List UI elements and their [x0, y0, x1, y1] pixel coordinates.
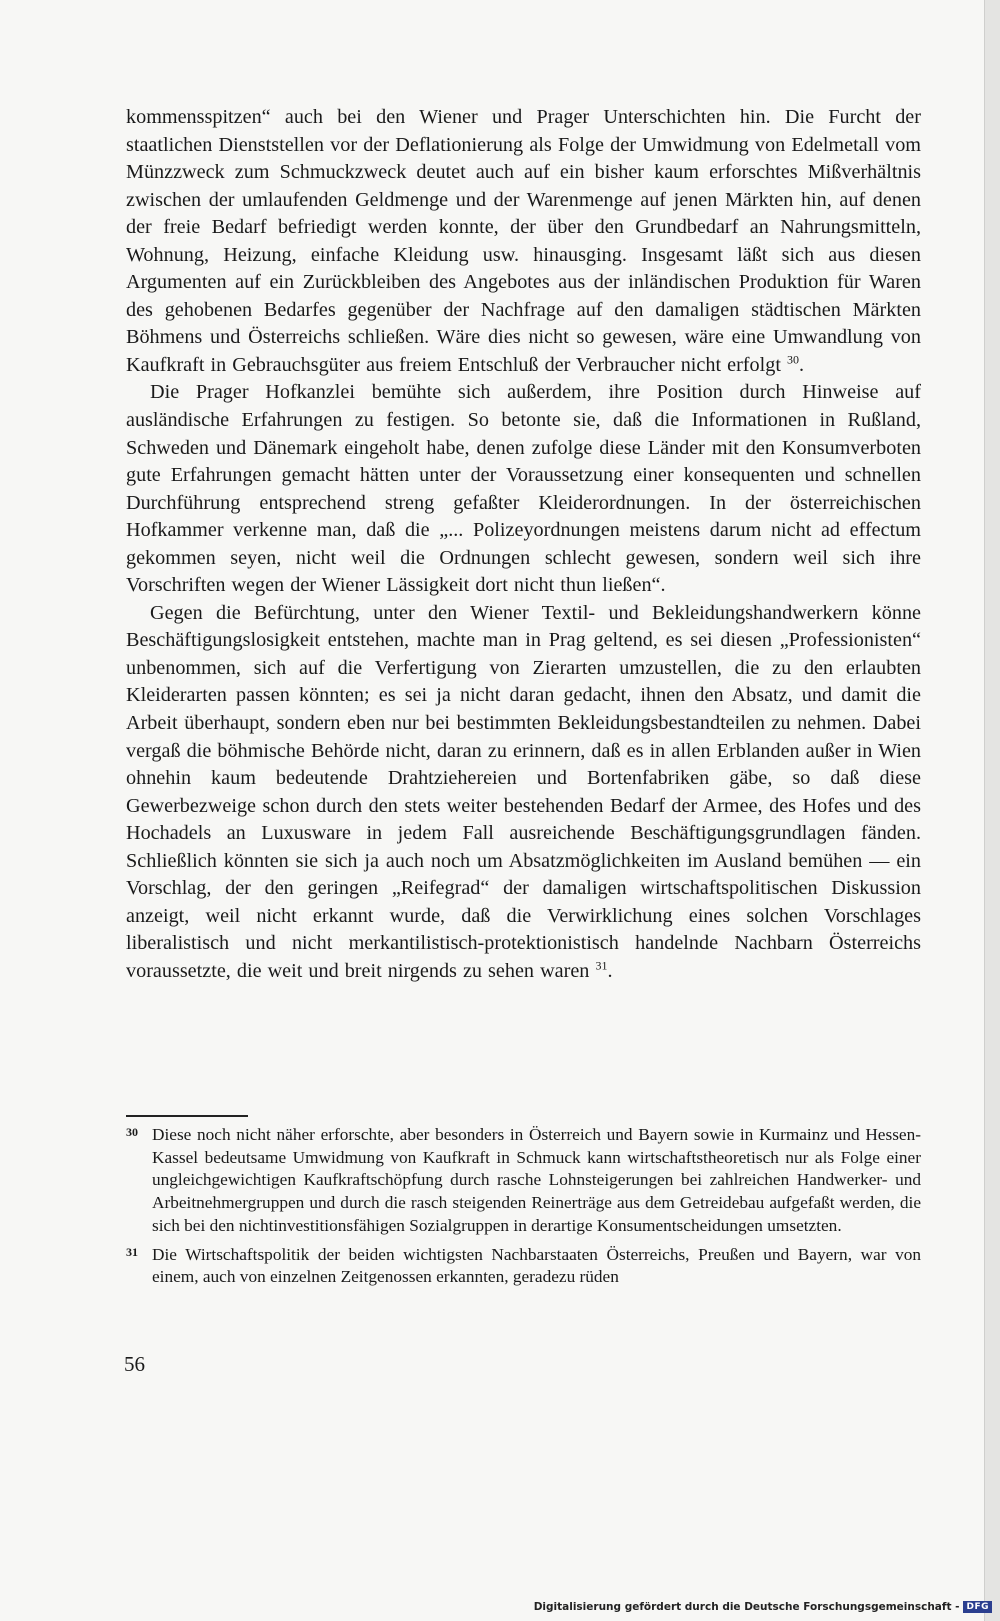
paragraph-2: Die Prager Hofkanzlei bemühte sich außerdem, ihre Position durch Hinweise auf ausländische Erfahrungen zu festigen. So betonte sie, daß die Informationen in Rußland, Schweden und Dänemark eingeholt habe, denen zufolge diese Länder mit den Konsumverboten gute Erfahrungen gemacht hätten unter der Voraussetzung einer konsequenten und schnellen Durchführung entsprechend streng gefaßter Kleiderordnungen. In der österreichischen Hofkammer verkenne man, daß die „... Polizeyordnungen meistens darum nicht ad effectum gekommen seyen, nicht weil die Ordnungen schlecht gewesen, sondern weil sich ihre Vorschriften wegen der Wiener Lässigkeit dort nicht thun ließen“. [126, 381, 921, 597]
footnote-text: Diese noch nicht näher erforschte, aber besonders in Österreich und Bayern sowie in Kurmainz und Hessen-Kassel bedeutsame Umwidmung von Kaufkraft in Schmuck kann wirtschaftstheoretisch nur als Folge einer ungleichgewichtigen Kaufkraftschöpfung durch rasche Lohnsteigerungen bei zahlreichen Handwerker- und Arbeitnehmergruppen und durch die rasch steigenden Reinerträge aus dem Getreidebau aufgefaßt werden, die sich bei den nichtinvestitionsfähigen Sozialgruppen in derartige Konsumentscheidungen umsetzten. [152, 1125, 921, 1235]
footnote-31 [126, 1244, 921, 1289]
digitization-credit [534, 1601, 992, 1613]
footnotes [126, 1124, 921, 1295]
footnote-text: Die Wirtschaftspolitik der beiden wichtigsten Nachbarstaaten Österreichs, Preußen und Bayern, war von einem, auch von einzelnen Zeitgenossen erkannten, geradezu rüden [152, 1244, 921, 1287]
body-text [126, 104, 921, 986]
footnote-number: 30 [126, 1125, 138, 1139]
page-number: 56 [124, 1352, 145, 1376]
footnote-ref-31: 31 [595, 958, 608, 973]
paragraph-3: Gegen die Befürchtung, unter den Wiener Textil- und Bekleidungshandwerkern könne Beschäftigungslosigkeit entstehen, machte man in Prag geltend, es sei diesen „Professionisten“ unbenommen, sich auf die Verfertigung von Zierarten umzustellen, die zu den erlaubten Kleiderarten passen könnten; es sei ja nicht daran gedacht, ihnen den Absatz, und damit die Arbeit überhaupt, sondern eben nur bei bestimmten Bekleidungsbestandteilen zu nehmen. Dabei vergaß die böhmische Behörde nicht, daran zu erinnern, daß es in allen Erblanden außer in Wien ohnehin kaum bedeutende Drahtziehereien und Bortenfabriken gäbe, so daß diese Gewerbezweige schon durch den stets weiter bestehenden Bedarf der Armee, des Hofes und des Hochadels an Luxusware in jedem Fall ausreichende Beschäftigungsgrundlagen fänden. Schließlich könnten sie sich ja auch noch um Absatzmöglichkeiten im Ausland bemühen — ein Vorschlag, der den geringen „Reifegrad“ der damaligen wirtschaftspolitischen Diskussion anzeigt, weil nicht erkannt wurde, daß die Verwirklichung eines solchen Vorschlages liberalistisch und nicht merkantilistisch-protektionistisch handelnde Nachbarn Österreichs voraussetzte, die weit und breit nirgends zu sehen waren $^{31}$. [126, 601, 921, 982]
footnote-30 [126, 1124, 921, 1238]
paragraph-1: kommensspitzen“ auch bei den Wiener und Prager Unterschichten hin. Die Furcht der staatlichen Dienststellen vor der Deflationierung als Folge der Umwidmung von Edelmetall vom Münzzweck zum Schmuckzweck deutet auch auf ein bisher kaum erforschtes Mißverhältnis zwischen der umlaufenden Geldmenge und der Warenmenge auf jenen Märkten hin, auf denen der freie Bedarf befriedigt werden konnte, der über den Grundbedarf an Nahrungsmitteln, Wohnung, Heizung, einfache Kleidung usw. hinausging. Insgesamt läßt sich aus diesen Argumenten auf ein Zurückbleiben des Angebotes aus der inländischen Produktion für Waren des gehobenen Bedarfes gegenüber der Nachfrage auf den damaligen städtischen Märkten Böhmens und Österreichs schließen. Wäre dies nicht so gewesen, wäre eine Umwandlung von Kaufkraft in Gebrauchsgüter aus freiem Entschluß der Verbraucher nicht erfolgt $^{30}$. [126, 106, 921, 376]
footnote-number: 31 [126, 1244, 138, 1259]
credit-text: Digitalisierung gefördert durch die Deutsche Forschungsgemeinschaft - [533, 1601, 960, 1613]
footnote-separator [126, 1115, 248, 1117]
page-edge [984, 0, 1000, 1621]
dfg-logo: DFG [963, 1601, 992, 1613]
footnote-ref-30: 30 [786, 352, 799, 367]
